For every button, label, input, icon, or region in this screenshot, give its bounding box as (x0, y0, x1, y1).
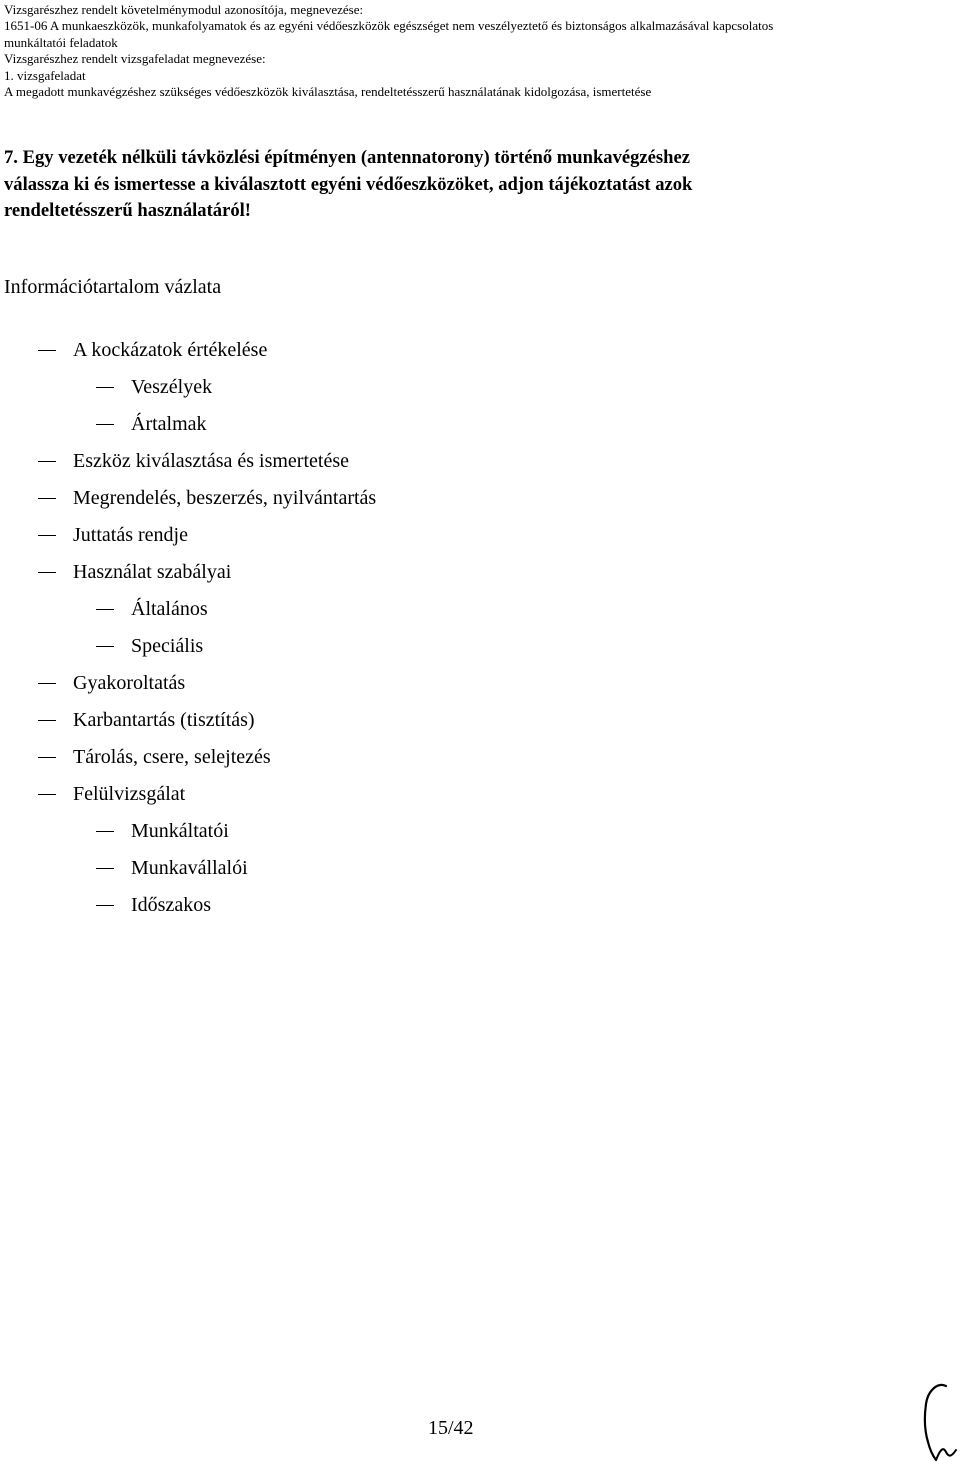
dash-bullet-icon (96, 424, 114, 425)
outline-item-label: Munkavállalói (131, 857, 248, 879)
dash-bullet-icon (38, 461, 56, 462)
question-line: 7. Egy vezeték nélküli távközlési építményen (antennatorony) történő munkavégzéshez (4, 147, 691, 168)
outline-item-label: Eszköz kiválasztása és ismertetése (73, 450, 349, 472)
outline-item-label: Speciális (131, 635, 204, 657)
header-line: Vizsgarészhez rendelt követelménymodul azonosítója, megnevezése: (4, 2, 364, 17)
question-line: válassza ki és ismertesse a kiválasztott egyéni védőeszközöket, adjon tájékoztatást azok (4, 173, 693, 195)
header-line: 1. vizsgafeladat (4, 67, 86, 83)
outline-item-label: Veszélyek (131, 376, 213, 398)
dash-bullet-icon (96, 387, 114, 388)
outline-item (0, 335, 900, 372)
dash-bullet-icon (38, 498, 56, 499)
dash-bullet-icon (96, 831, 114, 832)
outline-item-label: Általános (131, 598, 208, 620)
outline-item (0, 557, 900, 594)
outline-subitem (0, 890, 900, 927)
outline-item-label: Megrendelés, beszerzés, nyilvántartás (73, 487, 377, 509)
question-line: rendeltetésszerű használatáról! (4, 200, 252, 221)
outline-subitem (0, 631, 900, 668)
outline-item (0, 668, 900, 705)
dash-bullet-icon (38, 757, 56, 758)
header-line: 1651-06 A munkaeszközök, munkafolyamatok és az egyéni védőeszközök egészséget nem veszélyeztető és biztonságos alkalmazásával kapcsolatos (4, 18, 774, 34)
outline-item-label: Munkáltatói (131, 820, 229, 842)
dash-bullet-icon (96, 868, 114, 869)
outline-subitem (0, 594, 900, 631)
dash-bullet-icon (38, 683, 56, 684)
dash-bullet-icon (38, 794, 56, 795)
outline-item-label: Ártalmak (131, 413, 207, 435)
outline-item-label: Gyakoroltatás (73, 672, 186, 694)
outline-item-label: Karbantartás (tisztítás) (73, 709, 255, 731)
page-number: 15/42 (428, 1417, 474, 1439)
outline-item (0, 520, 900, 557)
outline-subitem (0, 816, 900, 853)
dash-bullet-icon (38, 572, 56, 573)
dash-bullet-icon (96, 646, 114, 647)
outline-item-label: Tárolás, csere, selejtezés (73, 746, 271, 768)
outline-item-label: A kockázatok értékelése (73, 339, 268, 361)
dash-bullet-icon (38, 535, 56, 536)
handwritten-signature-icon (916, 1380, 960, 1463)
outline-item (0, 705, 900, 742)
outline-item-label: Használat szabályai (73, 561, 232, 583)
outline-item-label: Felülvizsgálat (73, 783, 186, 805)
outline-list (0, 335, 900, 927)
outline-item-label: Juttatás rendje (73, 524, 188, 546)
header-line: A megadott munkavégzéshez szükséges védőeszközök kiválasztása, rendeltetésszerű használatának kidolgozása, ismertetése (4, 84, 652, 100)
outline-item (0, 446, 900, 483)
header-line: munkáltatói feladatok (4, 34, 118, 50)
dash-bullet-icon (96, 609, 114, 610)
outline-subitem (0, 409, 900, 446)
outline-subitem (0, 853, 900, 890)
outline-subitem (0, 372, 900, 409)
outline-title: Információtartalom vázlata (4, 276, 222, 298)
dash-bullet-icon (96, 905, 114, 906)
question-heading (4, 145, 944, 225)
header-line: Vizsgarészhez rendelt vizsgafeladat megnevezése: (4, 51, 266, 67)
outline-item (0, 779, 900, 816)
outline-item (0, 483, 900, 520)
outline-item-label: Időszakos (131, 894, 211, 916)
dash-bullet-icon (38, 720, 56, 721)
document-header (4, 2, 954, 100)
dash-bullet-icon (38, 350, 56, 351)
outline-item (0, 742, 900, 779)
